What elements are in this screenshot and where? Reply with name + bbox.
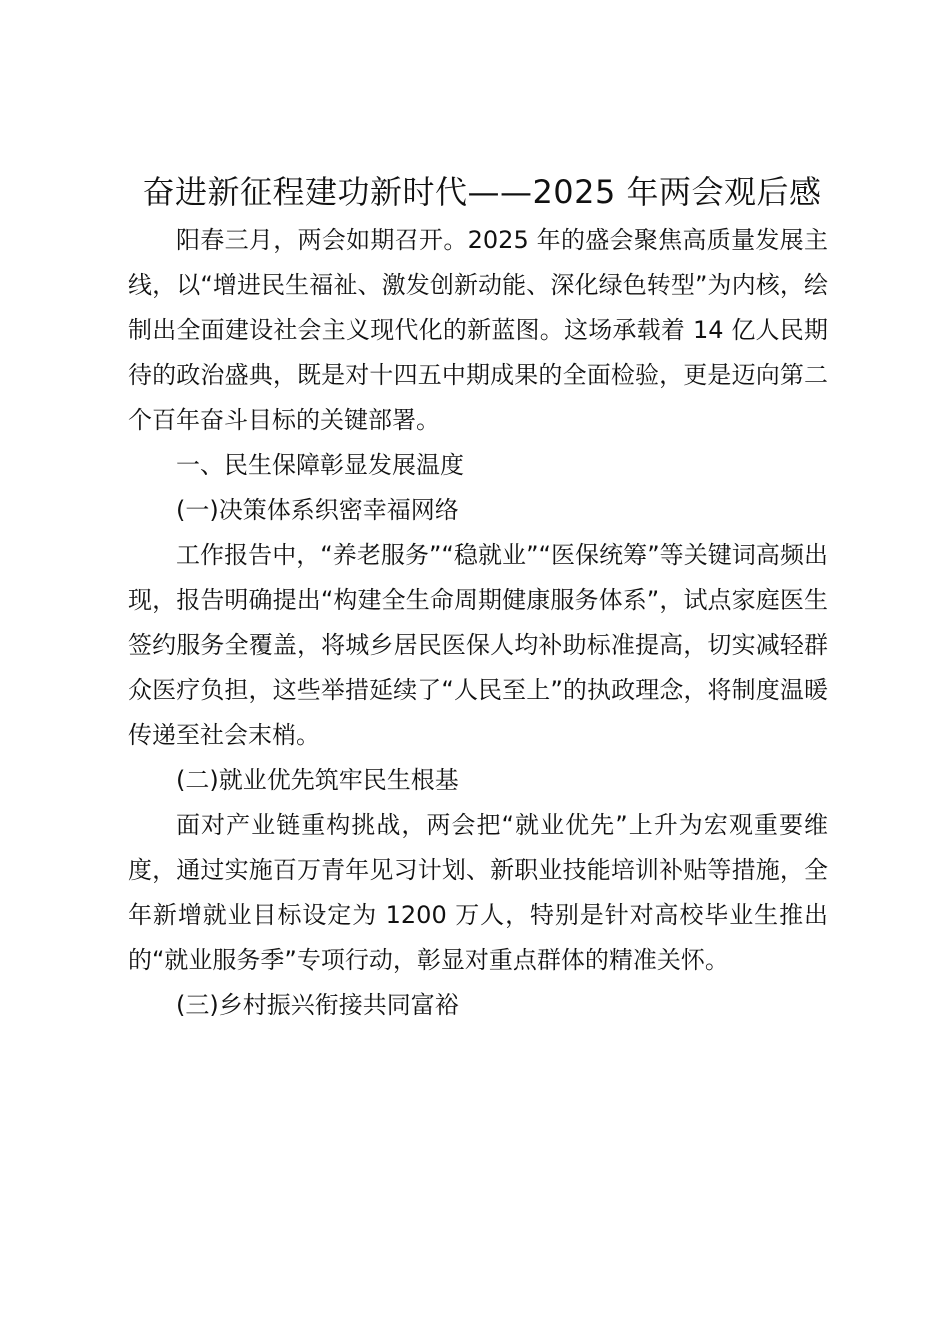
section-heading-1: 一、民生保障彰显发展温度 [176,451,464,479]
subsection-heading-2: (二)就业优先筑牢民生根基 [176,766,459,794]
subsection-heading-1: (一)决策体系织密幸福网络 [176,496,459,524]
document-title: 奋进新征程建功新时代——2025 年两会观后感 [142,173,822,211]
document-page [128,168,828,1028]
document-body [128,218,828,1028]
body-paragraph-2: 面对产业链重构挑战，两会把“就业优先”上升为宏观重要维度，通过实施百万青年见习计划、新职业技能培训补贴等措施，全年新增就业目标设定为 1200 万人，特别是针对高校毕业生推出的“就业服务季”专项行动，彰显对重点群体的精准关怀。 [128,811,828,974]
body-paragraph-1: 工作报告中，“养老服务”“稳就业”“医保统筹”等关键词高频出现，报告明确提出“构建全生命周期健康服务体系”，试点家庭医生签约服务全覆盖，将城乡居民医保人均补助标准提高，切实减轻群众医疗负担，这些举措延续了“人民至上”的执政理念，将制度温暖传递至社会末梢。 [128,541,828,749]
intro-paragraph: 阳春三月，两会如期召开。2025 年的盛会聚焦高质量发展主线，以“增进民生福祉、激发创新动能、深化绿色转型”为内核，绘制出全面建设社会主义现代化的新蓝图。这场承载着 14 亿人民期待的政治盛典，既是对十四五中期成果的全面检验，更是迈向第二个百年奋斗目标的关键部署。 [128,226,828,434]
subsection-heading-3: (三)乡村振兴衔接共同富裕 [176,991,459,1019]
